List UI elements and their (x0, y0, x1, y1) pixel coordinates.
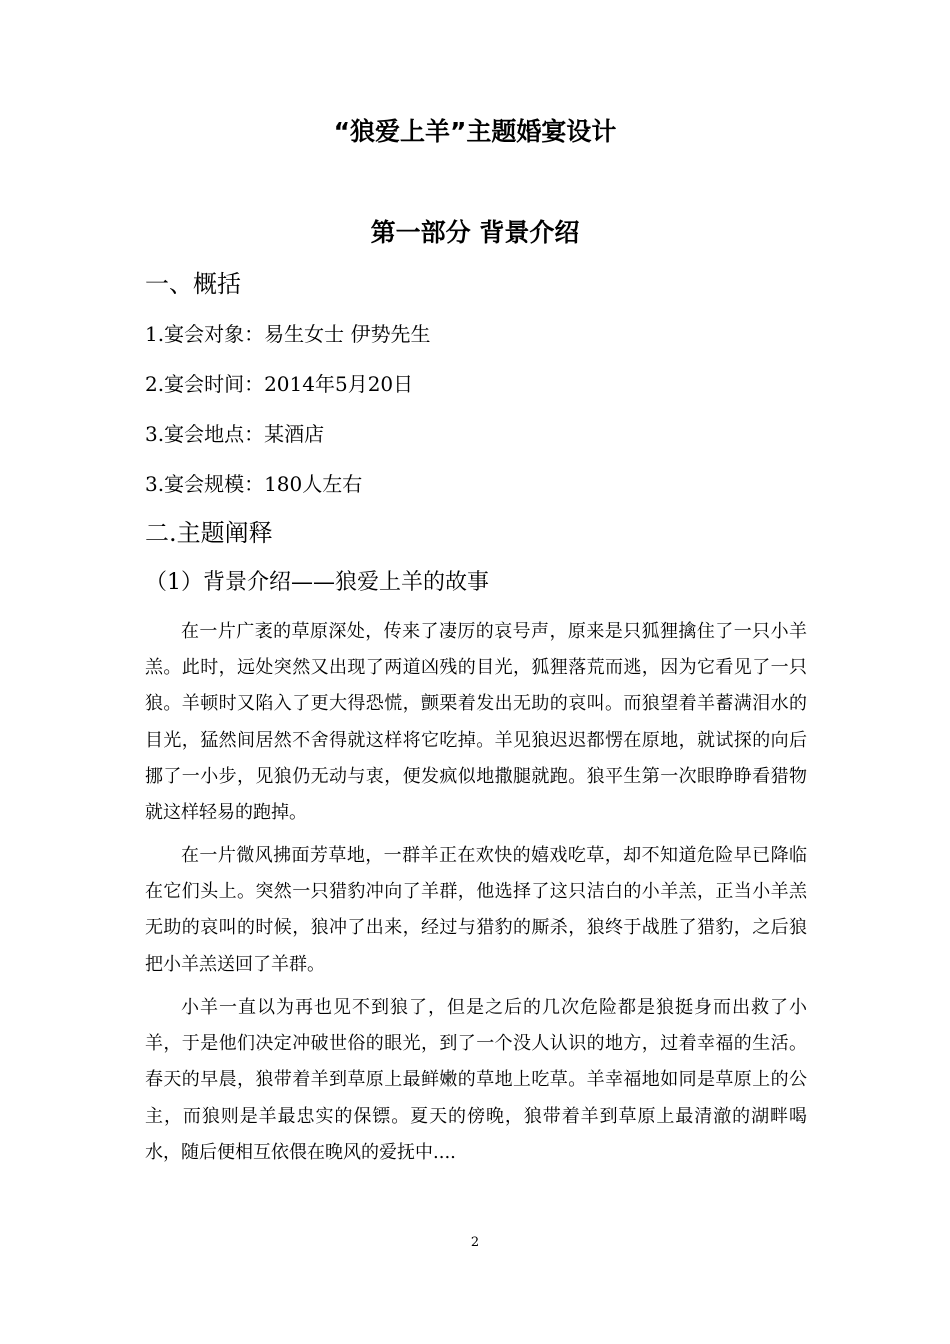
part-heading: 第一部分 背景介绍 (370, 218, 580, 247)
document-title: “狼爱上羊”主题婚宴设计 (333, 117, 617, 146)
story-paragraph-1: 在一片广袤的草原深处，传来了凄厉的哀号声，原来是只狐狸擒住了一只小羊羔。此时，远处突然又出现了两道凶残的目光，狐狸落荒而逃，因为它看见了一只狼。羊顿时又陷入了更大得恐慌，颤栗着发出无助的哀叫。而狼望着羊蓄满泪水的目光，猛然间居然不舍得就这样将它吃掉。羊见狼迟迟都愣在原地，就试探的向后挪了一小步，见狼仍无动与衷，便发疯似地撒腿就跑。狼平生第一次眼睁睁看猎物就这样轻易的跑掉。 (145, 621, 807, 824)
info-item-guests: 1.宴会对象：易生女士 伊势先生 (145, 322, 431, 346)
section-heading-theme: 二.主题阐释 (145, 519, 273, 547)
page-number: 2 (470, 1235, 480, 1250)
info-item-venue: 3.宴会地点：某酒店 (145, 422, 325, 446)
story-paragraph-2: 在一片微风拂面芳草地，一群羊正在欢快的嬉戏吃草，却不知道危险早已降临在它们头上。突然一只猎豹冲向了羊群，他选择了这只洁白的小羊羔，正当小羊羔无助的哀叫的时候，狼冲了出来，经过与猎豹的厮杀，狼终于战胜了猎豹，之后狼把小羊羔送回了羊群。 (145, 845, 807, 975)
story-paragraph-3: 小羊一直以为再也见不到狼了，但是之后的几次危险都是狼挺身而出救了小羊，于是他们决定冲破世俗的眼光，到了一个没人认识的地方，过着幸福的生活。春天的早晨，狼带着羊到草原上最鲜嫩的草地上吃草。羊幸福地如同是草原上的公主，而狼则是羊最忠实的保镖。夏天的傍晚，狼带着羊到草原上最清澈的湖畔喝水，随后便相互依偎在晚风的爱抚中.... (145, 997, 807, 1163)
story-heading: （1）背景介绍——狼爱上羊的故事 (145, 570, 489, 595)
info-item-scale: 3.宴会规模：180人左右 (145, 472, 363, 496)
info-item-date: 2.宴会时间：2014年5月20日 (145, 372, 414, 396)
section-heading-overview: 一、概括 (145, 270, 241, 298)
